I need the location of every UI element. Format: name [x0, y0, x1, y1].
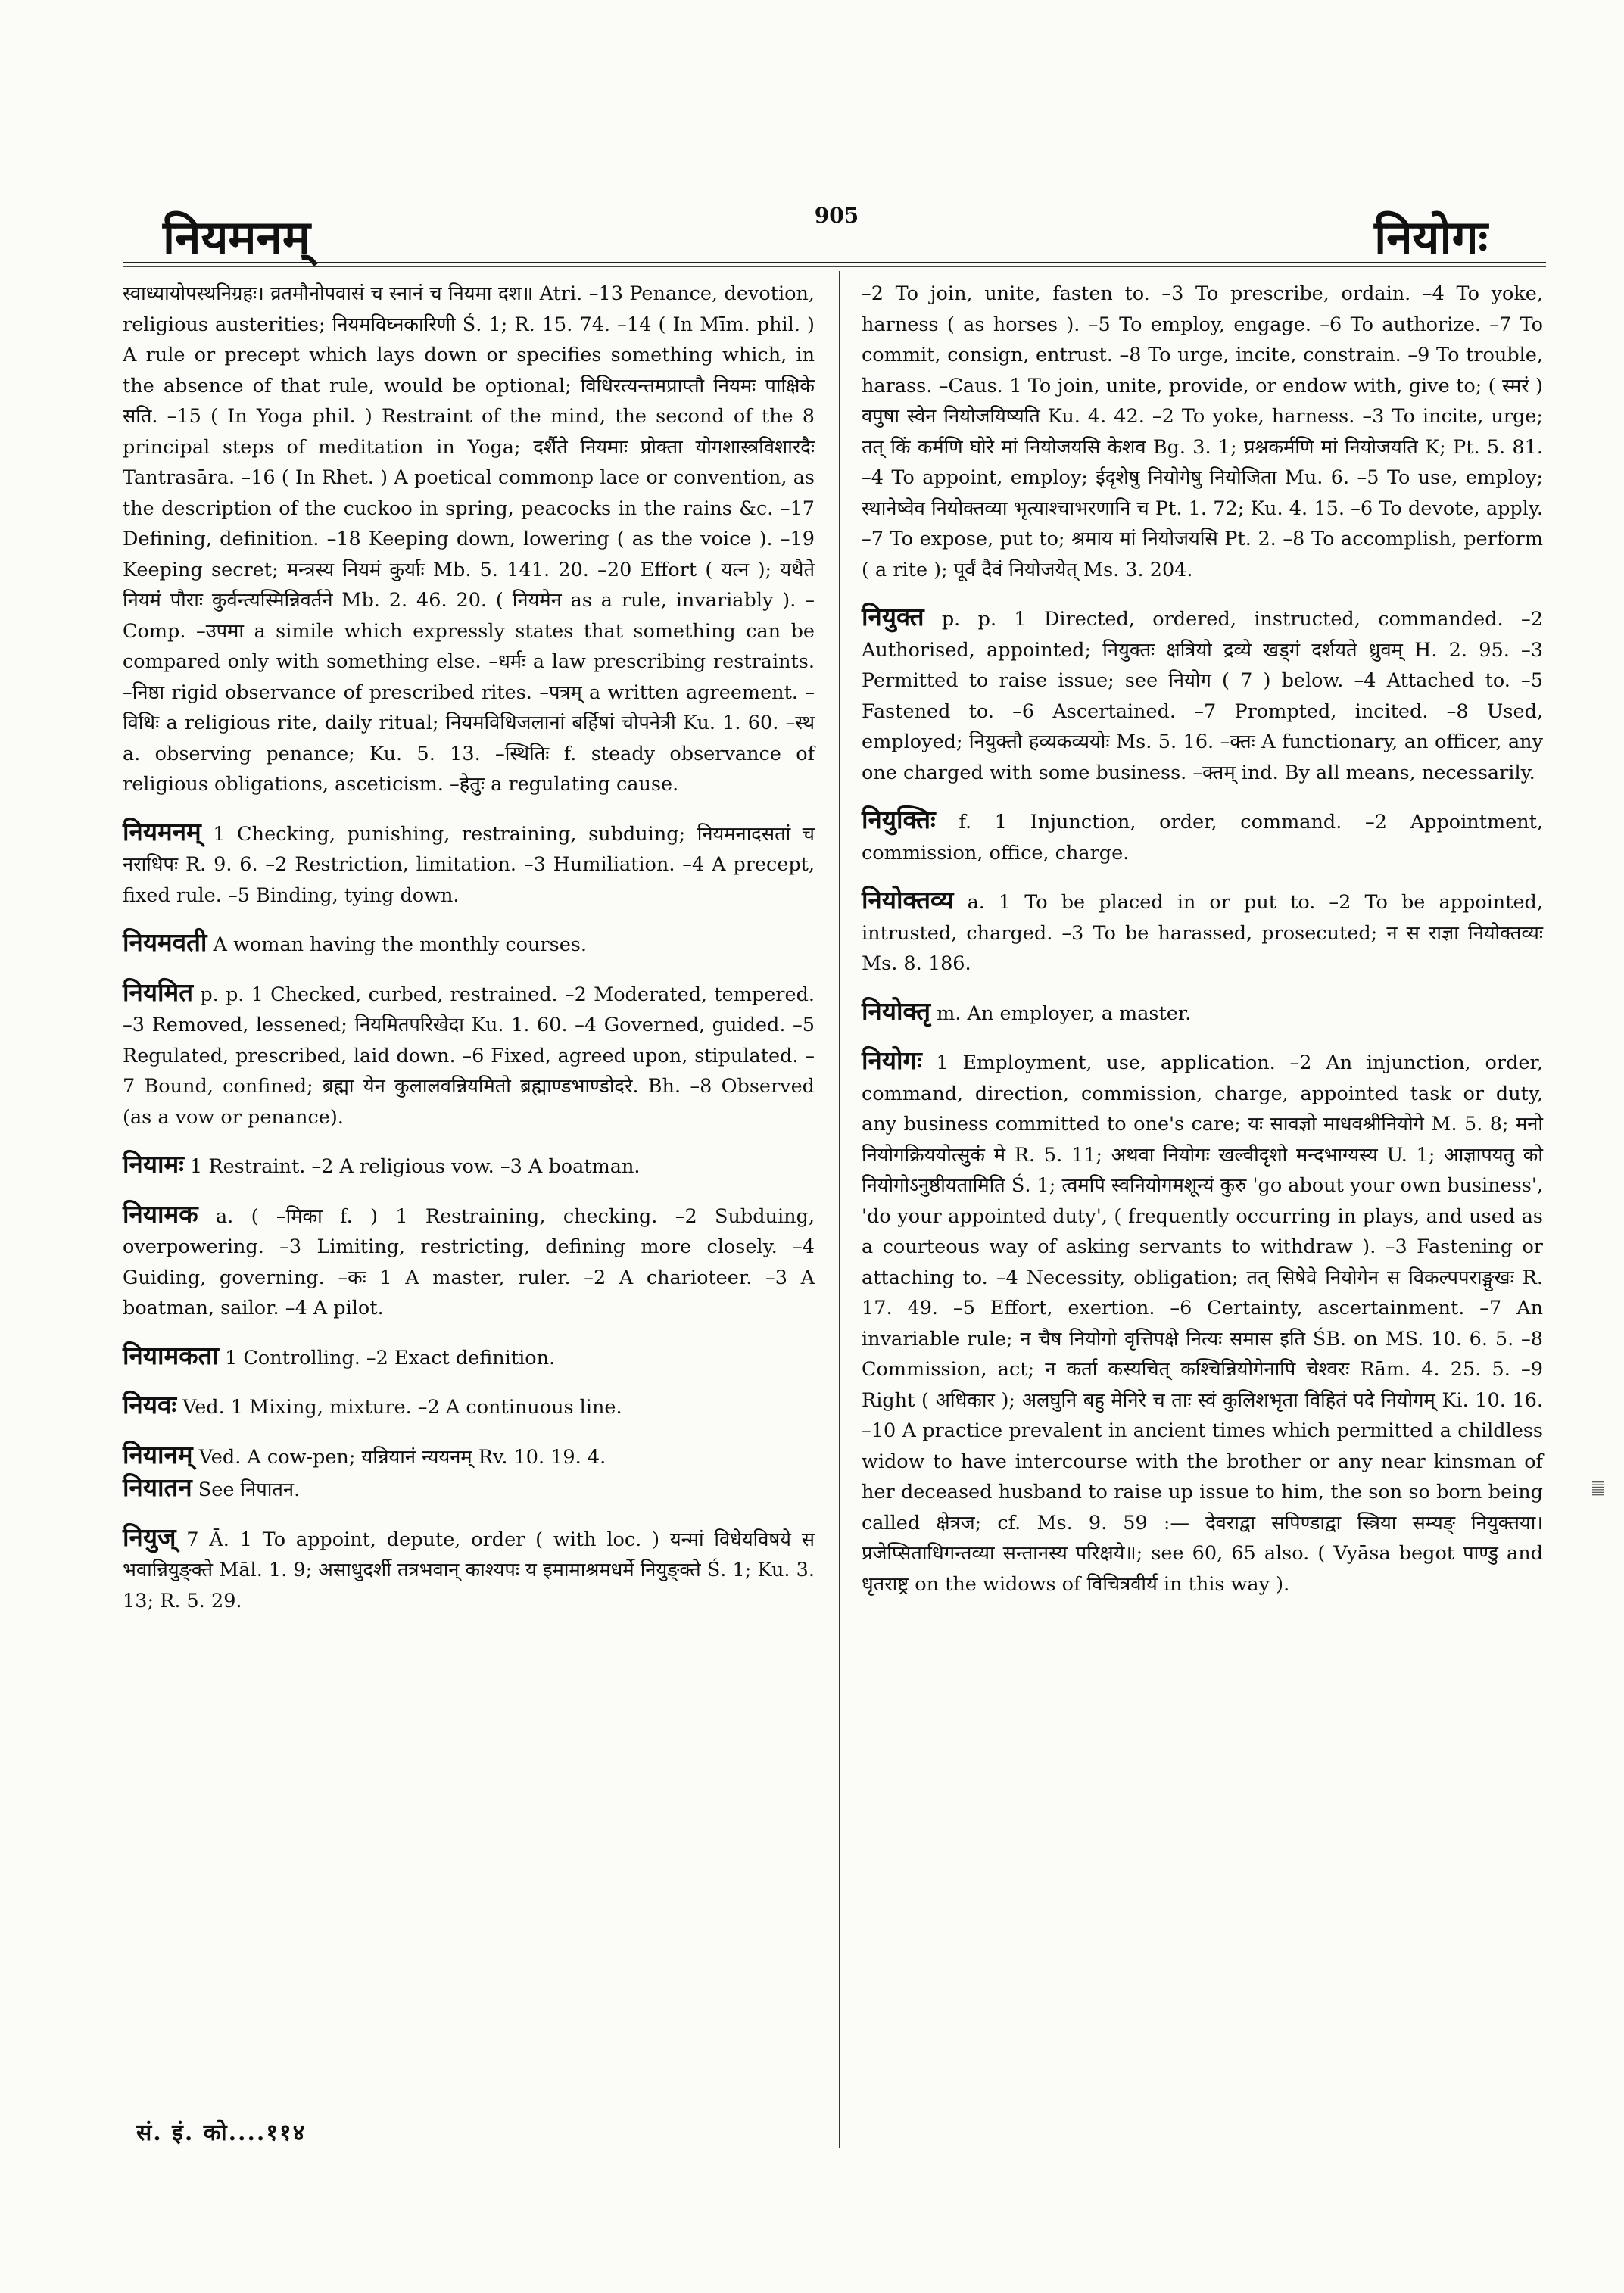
headword: नियमित: [123, 977, 194, 1007]
definition: a. 1 To be placed in or put to. –2 To be appointed, intrusted, charged. –3 To be harassed, prosecuted; न स राज्ञा नियोक्तव्यः Ms. 8. 186.: [862, 891, 1543, 975]
dictionary-entry: [123, 817, 815, 911]
definition: m. An employer, a master.: [930, 1002, 1192, 1025]
dictionary-entry: [862, 1045, 1543, 1600]
definition: Ved. A cow-pen; यन्नियानं न्ययनम् Rv. 10. 19. 4.: [192, 1445, 606, 1469]
headword: नियोगः: [862, 1045, 922, 1075]
dictionary-entry: [123, 1440, 815, 1473]
dictionary-entry: [123, 1149, 815, 1182]
dictionary-entry: [862, 805, 1543, 868]
definition: 1 Employment, use, application. –2 An injunction, order, command, direction, commission, charge, appointed task or duty, any business committed to one's care; यः सावज्ञो माधवश्रीनियोगे M. 5. 8; मनो नियोगक्रिययोत्सुकं मे R. 5. 11; अथवा नियोगः खल्वीदृशो मन्दभाग्यस्य U. 1; आज्ञापयतु को नियोगोऽनुष्ठीयतामिति Ś. 1; त्वमपि स्वनियोगमशून्यं कुरु 'go about your own business', 'do your appointed duty', ( frequently occurring in plays, and used as a courteous way of asking servants to withdraw ). –3 Fastening or attaching to. –4 Necessity, obligation; तत् सिषेवे नियोगेन स विकल्पपराङ्मुखः R. 17. 49. –5 Effort, exertion. –6 Certainty, ascertainment. –7 An invariable rule; न चैष नियोगो वृत्तिपक्षे नित्यः समास इति ŚB. on MS. 10. 6. 5. –8 Commission, act; न कर्ता कस्यचित् कश्चिन्नियोगेनापि चेश्वरः Rām. 4. 25. 5. –9 Right ( अधिकार ); अलघुनि बहु मेनिरे च ताः स्वं कुलिशभृता विहितं पदे नियोगम् Ki. 10. 16. –10 A practice prevalent in ancient times which permitted a childless widow to have intercourse with the brother or any near kinsman of her deceased husband to raise up issue to him, the son so born being called क्षेत्रज; cf. Ms. 9. 59 :— देवराद्वा सपिण्डाद्वा स्त्रिया सम्यङ् नियुक्तया। प्रजेप्सिताधिगन्तव्या सन्तानस्य परिक्षये॥; see 60, 65 also. ( Vyāsa begot पाण्डु and धृतराष्ट्र on the widows of विचित्रवीर्य in this way ).: [862, 1051, 1543, 1596]
dictionary-entry: [862, 602, 1543, 788]
header-left-word: नियमनम्: [163, 210, 310, 265]
definition: A woman having the monthly courses.: [207, 933, 587, 956]
dictionary-entry: [862, 996, 1543, 1030]
dictionary-entry: [123, 1472, 815, 1506]
headword: नियामकता: [123, 1340, 219, 1370]
entry-continuation: –2 To join, unite, fasten to. –3 To prescribe, ordain. –4 To yoke, harness ( as horses ). –5 To employ, engage. –6 To authorize. –7 To commit, consign, entrust. –8 To urge, incite, constrain. –9 To trouble, harass. –Caus. 1 To join, unite, provide, or endow with, give to; ( स्मरं ) वपुषा स्वेन नियोजयिष्यति Ku. 4. 42. –2 To yoke, harness. –3 To incite, urge; तत् किं कर्मणि घोरे मां नियोजयसि केशव Bg. 3. 1; प्रश्नकर्मणि मां नियोजयति K; Pt. 5. 81. –4 To appoint, employ; ईदृशेषु नियोगेषु नियोजिता Mu. 6. –5 To use, employ; स्थानेष्वेव नियोक्तव्या भृत्याश्चाभरणानि च Pt. 1. 72; Ku. 4. 15. –6 To devote, apply. –7 To expose, put to; श्रमाय मां नियोजयसि Pt. 2. –8 To accomplish, perform ( a rite ); पूर्वं दैवं नियोजयेत् Ms. 3. 204.: [862, 282, 1543, 581]
left-column: [123, 279, 815, 1616]
headword: नियोक्तव्य: [862, 885, 954, 914]
entry-continuation: स्वाध्यायोपस्थनिग्रहः। व्रतमौनोपवासं च स्नानं च नियमा दश॥ Atri. –13 Penance, devotion, religious austerities; नियमविघ्नकारिणी Ś. 1; R. 15. 74. –14 ( In Mīm. phil. ) A rule or precept which lays down or specifies something which, in the absence of that rule, would be optional; विधिरत्यन्तमप्राप्तौ नियमः पाक्षिके सति. –15 ( In Yoga phil. ) Restraint of the mind, the second of the 8 principal steps of meditation in Yoga; दर्शैते नियमाः प्रोक्ता योगशास्त्रविशारदैः Tantrasāra. –16 ( In Rhet. ) A poetical commonp lace or convention, as the description of the cuckoo in spring, peacocks in the rains &c. –17 Defining, definition. –18 Keeping down, lowering ( as the voice ). –19 Keeping secret; मन्त्रस्य नियमं कुर्याः Mb. 5. 141. 20. –20 Effort ( यत्न ); यथैते नियमं पौराः कुर्वन्त्यस्मिन्निवर्तने Mb. 2. 46. 20. ( नियमेन as a rule, invariably ). –Comp. –उपमा a simile which expressly states that something can be compared only with something else. –धर्मः a law prescribing restraints. –निष्ठा rigid observance of prescribed rites. –पत्रम् a written agreement. –विधिः a religious rite, daily ritual; नियमविधिजलानां बर्हिषां चोपनेत्री Ku. 1. 60. –स्थ a. observing penance; Ku. 5. 13. –स्थितिः f. steady observance of religious obligations, asceticism. –हेतुः a regulating cause.: [123, 282, 815, 796]
headword: नियानम्: [123, 1439, 193, 1469]
header-rule: [123, 262, 1546, 263]
headword: नियुक्तिः: [862, 805, 936, 834]
definition: a. ( –मिका f. ) 1 Restraining, checking. –2 Subduing, overpowering. –3 Limiting, restricting, defining more closely. –4 Guiding, governing. –कः 1 A master, ruler. –2 A charioteer. –3 A boatman, sailor. –4 A pilot.: [123, 1204, 815, 1319]
dictionary-entry: [123, 1522, 815, 1617]
headword: नियातन: [123, 1472, 192, 1502]
header-rule-thin: [123, 266, 1546, 267]
headword: नियमनम्: [123, 816, 201, 846]
margin-tick-marks: ||||||: [1592, 1480, 1607, 1496]
definition: p. p. 1 Checked, curbed, restrained. –2 Moderated, tempered. –3 Removed, lessened; नियमितपरिखेदा Ku. 1. 60. –4 Governed, guided. –5 Regulated, prescribed, laid down. –6 Fixed, agreed upon, stipulated. –7 Bound, confined; ब्रह्मा येन कुलालवन्नियमितो ब्रह्माण्डभाण्डोदरे. Bh. –8 Observed (as a vow or penance).: [123, 983, 815, 1129]
headword: नियमवती: [123, 927, 207, 957]
definition: f. 1 Injunction, order, command. –2 Appointment, commission, office, charge.: [862, 811, 1543, 865]
right-column: [862, 279, 1543, 1600]
headword: नियुक्त: [862, 602, 924, 631]
page-number: 905: [814, 203, 859, 228]
dictionary-entry: [123, 977, 815, 1133]
headword: नियामक: [123, 1198, 198, 1229]
dictionary-entry: [123, 1341, 815, 1374]
dictionary-entry: [862, 885, 1543, 980]
headword: नियामः: [123, 1149, 184, 1179]
column-divider: [839, 271, 840, 2148]
definition: 7 Ā. 1 To appoint, depute, order ( with loc. ) यन्मां विधेयविषये स भवान्नियुङ्क्ते Māl. 1. 9; असाधुदर्शी तत्रभवान् काश्यपः य इमामाश्रमधर्मे नियुङ्क्ते Ś. 1; Ku. 3. 13; R. 5. 29.: [123, 1528, 815, 1612]
signature-mark: सं. इं. को....११४: [136, 2120, 307, 2146]
headword: नियवः: [123, 1390, 177, 1419]
headword: नियुज्: [123, 1522, 176, 1552]
dictionary-entry: [123, 927, 815, 961]
dictionary-entry: [123, 1390, 815, 1423]
definition: See निपातन.: [192, 1478, 301, 1501]
dictionary-entry: [123, 1199, 815, 1324]
definition: Ved. 1 Mixing, mixture. –2 A continuous line.: [176, 1396, 622, 1419]
definition: 1 Restraint. –2 A religious vow. –3 A boatman.: [183, 1155, 641, 1178]
definition: 1 Controlling. –2 Exact definition.: [218, 1346, 556, 1369]
definition: 1 Checking, punishing, restraining, subduing; नियमनादसतां च नराधिपः R. 9. 6. –2 Restriction, limitation. –3 Humiliation. –4 A precept, fixed rule. –5 Binding, tying down.: [123, 822, 815, 907]
definition: p. p. 1 Directed, ordered, instructed, commanded. –2 Authorised, appointed; नियुक्तः क्षत्रियो द्रव्ये खड्गं दर्शयते ध्रुवम् H. 2. 95. –3 Permitted to raise issue; see नियोग ( 7 ) below. –4 Attached to. –5 Fastened to. –6 Ascertained. –7 Prompted, incited. –8 Used, employed; नियुक्तौ हव्यकव्ययोः Ms. 5. 16. –क्तः A functionary, an officer, any one charged with some business. –क्तम् ind. By all means, necessarily.: [862, 608, 1543, 784]
headword: नियोक्तृ: [862, 995, 931, 1026]
header-right-word: नियोगः: [1374, 210, 1488, 265]
